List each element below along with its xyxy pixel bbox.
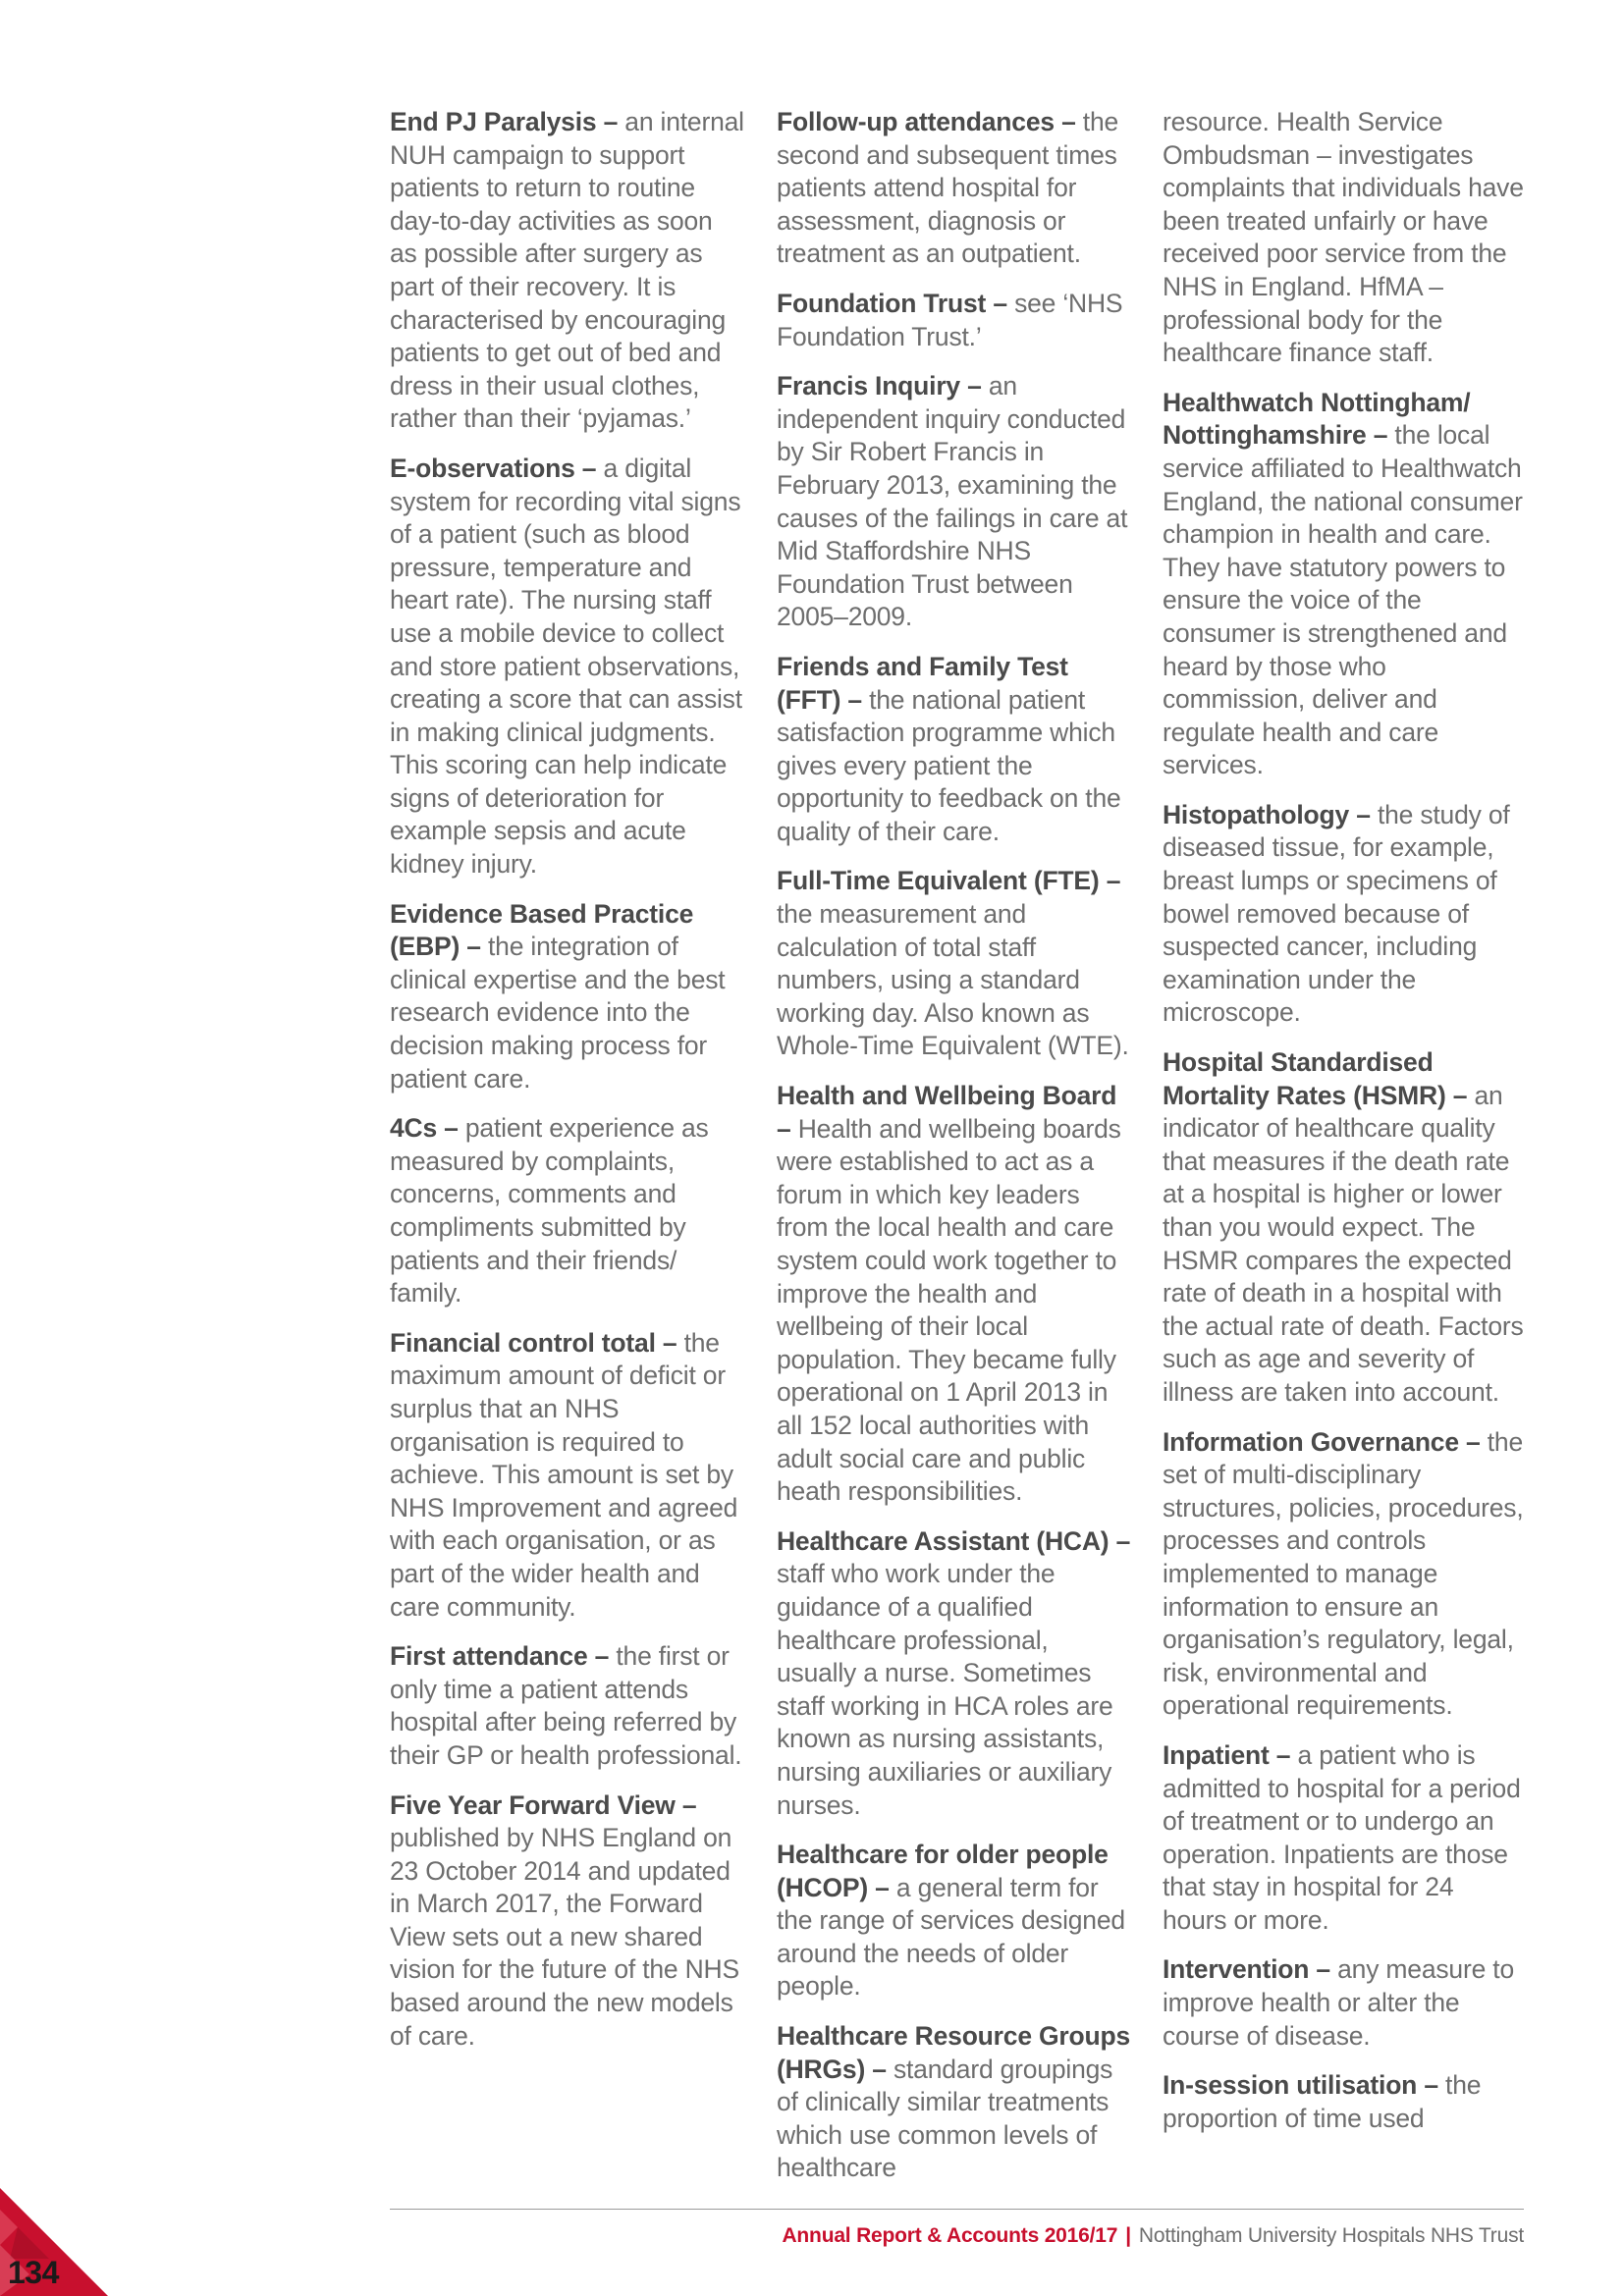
- term-dash: –: [1417, 2070, 1446, 2101]
- glossary-term: Full-Time Equivalent (FTE): [777, 866, 1100, 896]
- glossary-term: Healthcare Resource Groups (HRGs): [777, 2021, 1131, 2084]
- glossary-definition: the second and subsequent times patients attend hospital for assessment, diagnosis or treatment as an outpatient.: [777, 107, 1119, 269]
- glossary-entry: [1163, 1739, 1524, 1938]
- term-dash: –: [596, 107, 625, 136]
- glossary-term: Inpatient: [1163, 1739, 1270, 1770]
- glossary-term: Intervention: [1163, 1954, 1310, 1985]
- glossary-column-3: [1163, 106, 1524, 2152]
- term-dash: –: [587, 1641, 617, 1672]
- term-dash: –: [865, 2054, 893, 2084]
- page-number: 134: [8, 2255, 59, 2290]
- glossary-term: Healthcare for older people (HCOP): [777, 1840, 1109, 1902]
- term-dash: –: [986, 288, 1015, 318]
- footer-separator: |: [1125, 2224, 1131, 2247]
- glossary-definition: standard groupings of clinically similar treatments which use common levels of healthcare: [777, 2054, 1113, 2183]
- glossary-entry: [1163, 1953, 1524, 2053]
- glossary-definition: a digital system for recording vital signs of a patient (such as blood pressure, temperature and heart rate). The nursing staff use a mobile device to collect and store patient observations, creating a score that can assist in making clinical judgments. This scoring can help indicate signs of deterioration for example sepsis and acute kidney injury.: [390, 453, 742, 880]
- glossary-entry: [777, 651, 1132, 849]
- term-dash: –: [1366, 420, 1395, 451]
- glossary-entry: [777, 2020, 1132, 2185]
- glossary-definition: the integration of clinical expertise and the best research evidence into the decision making process for patient care.: [390, 932, 726, 1094]
- term-dash: –: [1109, 1525, 1131, 1556]
- term-dash: –: [460, 932, 489, 962]
- term-dash: –: [437, 1113, 465, 1144]
- glossary-term: 4Cs: [390, 1113, 438, 1144]
- glossary-definition: the study of diseased tissue, for example, breast lumps or specimens of bowel removed because of suspected cancer, including examination under the microscope.: [1163, 799, 1510, 1028]
- glossary-entry: [390, 1112, 745, 1310]
- glossary-column-2: [777, 106, 1132, 2202]
- glossary-entry: [390, 106, 745, 436]
- glossary-term: Follow-up attendances: [777, 107, 1055, 136]
- glossary-entry: [777, 1080, 1132, 1509]
- term-dash: –: [1269, 1739, 1298, 1770]
- glossary-entry: [1163, 2069, 1524, 2135]
- glossary-entry: [390, 453, 745, 881]
- glossary-entry: [390, 1327, 745, 1624]
- report-title: Annual Report & Accounts 2016/17: [782, 2224, 1118, 2247]
- glossary-term: Francis Inquiry: [777, 371, 960, 401]
- glossary-term: Healthwatch Nottingham/ Nottinghamshire: [1163, 387, 1471, 451]
- glossary-entry: [1163, 1046, 1524, 1410]
- glossary-term: First attendance: [390, 1641, 588, 1672]
- glossary-definition: the first or only time a patient attends hospital after being referred by their GP or health professional.: [390, 1641, 742, 1770]
- glossary-entry: [777, 865, 1132, 1063]
- glossary-term: End PJ Paralysis: [390, 107, 597, 136]
- glossary-term: Friends and Family Test (FFT): [777, 651, 1068, 715]
- term-dash: –: [1445, 1080, 1475, 1110]
- glossary-entry: [1163, 799, 1524, 1030]
- glossary-term: E-observations: [390, 453, 575, 483]
- glossary-term: Foundation Trust: [777, 288, 987, 318]
- glossary-entry: [1163, 387, 1524, 782]
- term-dash: –: [1349, 799, 1378, 829]
- term-dash: –: [868, 1872, 896, 1902]
- term-dash: –: [1458, 1426, 1488, 1457]
- glossary-term: Histopathology: [1163, 799, 1350, 829]
- glossary-entry: [390, 898, 745, 1096]
- organisation-name: Nottingham University Hospitals NHS Trust: [1138, 2224, 1524, 2247]
- glossary-definition: the maximum amount of deficit or surplus that an NHS organisation is required to achieve. This amount is set by NHS Improvement and agreed with each organisation, or as part of the wider health and care community.: [390, 1327, 738, 1622]
- glossary-column-1: [390, 106, 745, 2069]
- term-dash: –: [675, 1789, 697, 1820]
- footer-divider: [390, 2209, 1524, 2210]
- glossary-definition: see ‘NHS Foundation Trust.’: [777, 288, 1123, 351]
- glossary-entry: [390, 1640, 745, 1772]
- glossary-definition: a patient who is admitted to hospital for a period of treatment or to undergo an operation. Inpatients are those that stay in hospital for 24 hours or more.: [1163, 1739, 1521, 1935]
- page-footer: [782, 2224, 1524, 2248]
- term-dash: –: [1099, 866, 1121, 896]
- glossary-term: In-session utilisation: [1163, 2070, 1418, 2101]
- glossary-definition: any measure to improve health or alter the course of disease.: [1163, 1954, 1514, 2051]
- glossary-entry: [777, 1839, 1132, 2003]
- glossary-definition: a general term for the range of services designed around the needs of older people.: [777, 1872, 1125, 2002]
- term-dash: –: [1309, 1954, 1338, 1985]
- glossary-entry: [777, 370, 1132, 634]
- glossary-definition: the proportion of time used: [1163, 2070, 1482, 2133]
- glossary-definition: Health and wellbeing boards were established to act as a forum in which key leaders from the local health and care system could work together to improve the health and wellbeing of their local population. They became fully operational on 1 April 2013 in all 152 local authorities with adult social care and public heath responsibilities.: [777, 1113, 1121, 1507]
- glossary-definition: patient experience as measured by complaints, concerns, comments and compliments submitted by patients and their friends/ family.: [390, 1113, 709, 1308]
- term-dash: –: [1054, 107, 1083, 136]
- glossary-term: Health and Wellbeing Board: [777, 1081, 1117, 1111]
- glossary-definition: an internal NUH campaign to support patients to return to routine day-to-day activities as soon as possible after surgery as part of their recovery. It is characterised by encouraging patients to get out of bed and dress in their usual clothes, rather than their ‘pyjamas.’: [390, 107, 744, 434]
- glossary-definition: published by NHS England on 23 October 2014 and updated in March 2017, the Forward View sets out a new shared vision for the future of the NHS based around the new models of care.: [390, 1823, 739, 2051]
- glossary-definition: the measurement and calculation of total staff numbers, using a standard working day. Also known as Whole-Time Equivalent (WTE).: [777, 899, 1129, 1061]
- glossary-term: Healthcare Assistant (HCA): [777, 1525, 1110, 1556]
- glossary-entry: [777, 106, 1132, 271]
- glossary-term: Evidence Based Practice (EBP): [390, 898, 694, 962]
- glossary-term: Information Governance: [1163, 1426, 1459, 1457]
- glossary-entry: [390, 1789, 745, 2054]
- glossary-definition: the set of multi-disciplinary structures, policies, procedures, processes and controls implemented to manage information to ensure an organisation’s regulatory, legal, risk, environmental and operational requirements.: [1163, 1426, 1524, 1721]
- glossary-term: Hospital Standardised Mortality Rates (HSMR): [1163, 1047, 1446, 1110]
- glossary-entry: [1163, 1426, 1524, 1723]
- term-dash: –: [777, 1113, 798, 1144]
- glossary-continuation: resource. Health Service Ombudsman – investigates complaints that individuals have been treated unfairly or have received poor service from the NHS in England. HfMA – professional body for the healthcare finance staff.: [1163, 107, 1524, 368]
- glossary-definition: staff who work under the guidance of a qualified healthcare professional, usually a nurse. Sometimes staff working in HCA roles are known as nursing assistants, nursing auxiliaries or auxiliary nurses.: [777, 1559, 1113, 1820]
- glossary-definition: the national patient satisfaction programme which gives every patient the opportunity to feedback on the quality of their care.: [777, 684, 1121, 846]
- glossary-term: Financial control total: [390, 1327, 656, 1358]
- term-dash: –: [574, 453, 604, 483]
- glossary-term: Five Year Forward View: [390, 1789, 676, 1820]
- glossary-entry: [777, 288, 1132, 353]
- glossary-definition: an independent inquiry conducted by Sir Robert Francis in February 2013, examining the causes of the failings in care at Mid Staffordshire NHS Foundation Trust between 2005–2009.: [777, 371, 1128, 632]
- term-dash: –: [840, 684, 870, 715]
- term-dash: –: [655, 1327, 684, 1358]
- term-dash: –: [959, 371, 989, 401]
- glossary-entry: [777, 1525, 1132, 1822]
- glossary-definition: the local service affiliated to Healthwatch England, the national consumer champion in health and care. They have statutory powers to ensure the voice of the consumer is strengthened and heard by those who commission, deliver and regulate health and care services.: [1163, 420, 1523, 780]
- glossary-definition: an indicator of healthcare quality that measures if the death rate at a hospital is higher or lower than you would expect. The HSMR compares the expected rate of death in a hospital with the actual rate of death. Factors such as age and severity of illness are taken into account.: [1163, 1080, 1524, 1407]
